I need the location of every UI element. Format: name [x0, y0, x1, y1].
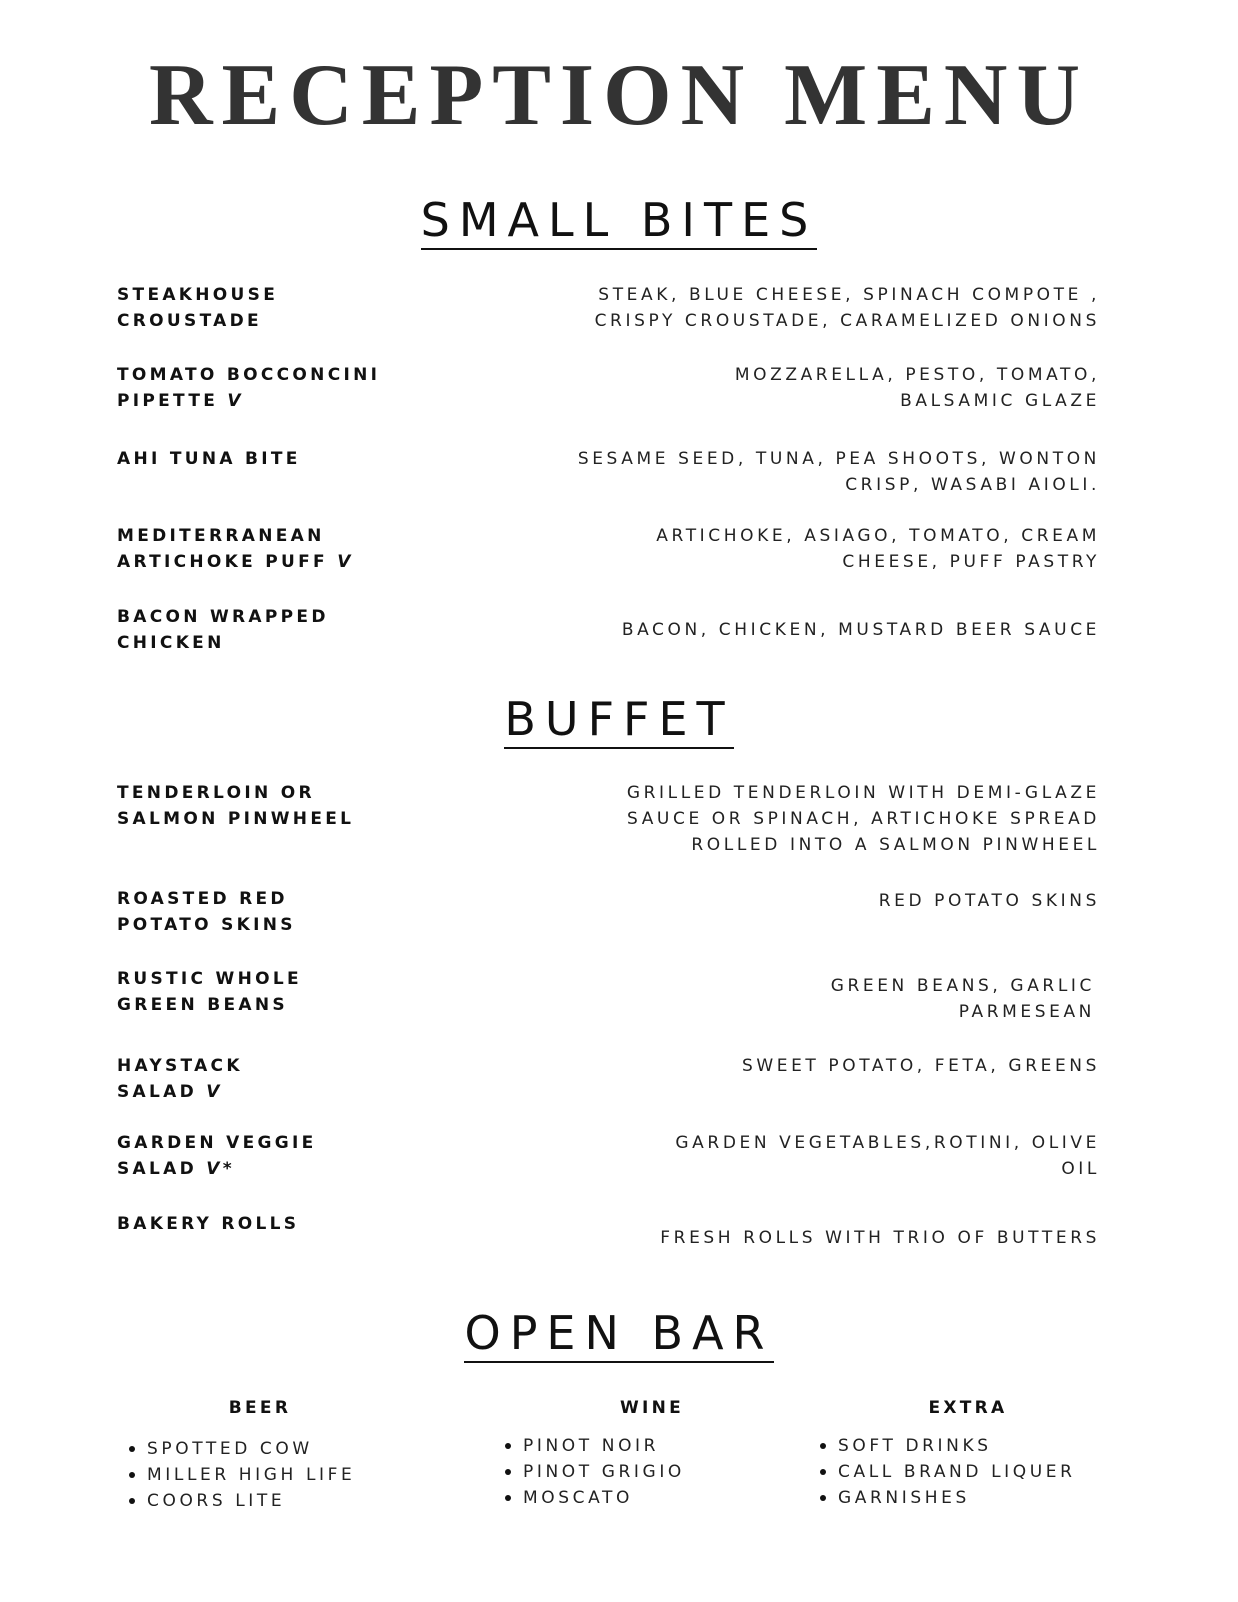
item-name-mediterranean-artichoke-puff	[117, 523, 437, 575]
bar-list-wine	[499, 1433, 685, 1511]
list-item: PINOT NOIR	[499, 1433, 685, 1459]
item-desc-line: RED POTATO SKINS	[878, 891, 1100, 911]
item-name-roasted-red-potato-skins	[117, 886, 437, 938]
item-name-text: PIPETTE	[117, 391, 219, 411]
item-desc-ahi-tuna-bite	[450, 446, 1100, 498]
vegetarian-mark: V*	[206, 1159, 235, 1179]
item-name-line: TOMATO BOCCONCINI	[117, 365, 381, 385]
item-name-bacon-wrapped-chicken	[117, 604, 437, 656]
item-name-line: GARDEN VEGGIE	[117, 1133, 317, 1153]
item-desc-line: BALSAMIC GLAZE	[900, 391, 1100, 411]
item-desc-line: GREEN BEANS, GARLIC	[830, 976, 1095, 996]
item-name-line: HAYSTACK	[117, 1056, 243, 1076]
list-item: SOFT DRINKS	[814, 1433, 1076, 1459]
item-name-ahi-tuna-bite	[117, 446, 437, 472]
bar-list-extra	[814, 1433, 1076, 1511]
item-name-tenderloin-salmon-pinwheel	[117, 780, 437, 832]
item-name-tomato-bocconcini-pipette	[117, 362, 437, 414]
item-name-line: MEDITERRANEAN	[117, 526, 325, 546]
item-name-line: RUSTIC WHOLE	[117, 969, 302, 989]
item-name-line: BAKERY ROLLS	[117, 1214, 300, 1234]
list-item: MILLER HIGH LIFE	[123, 1462, 355, 1488]
item-name-line	[117, 549, 437, 575]
item-name-line: CHICKEN	[117, 633, 225, 653]
item-name-line	[117, 388, 437, 414]
item-desc-line: GRILLED TENDERLOIN WITH DEMI-GLAZE	[626, 783, 1100, 803]
item-desc-bakery-rolls	[450, 1225, 1100, 1251]
list-item: COORS LITE	[123, 1488, 355, 1514]
item-name-haystack-salad	[117, 1053, 437, 1105]
item-name-steakhouse-croustade	[117, 282, 437, 334]
section-heading-small-bites	[0, 193, 1238, 247]
vegetarian-mark: V	[206, 1082, 223, 1102]
item-name-line: SALMON PINWHEEL	[117, 809, 355, 829]
list-item: SPOTTED COW	[123, 1436, 355, 1462]
item-desc-rustic-whole-green-beans	[445, 973, 1095, 1025]
list-item: PINOT GRIGIO	[499, 1459, 685, 1485]
item-desc-haystack-salad	[450, 1053, 1100, 1079]
bar-heading-beer: BEER	[228, 1398, 292, 1418]
vegetarian-mark: V	[337, 552, 354, 572]
item-desc-garden-veggie-salad	[450, 1130, 1100, 1182]
item-name-line: GREEN BEANS	[117, 995, 288, 1015]
item-desc-line: FRESH ROLLS WITH TRIO OF BUTTERS	[660, 1228, 1100, 1248]
item-desc-line: MOZZARELLA, PESTO, TOMATO,	[734, 365, 1100, 385]
list-item: MOSCATO	[499, 1485, 685, 1511]
item-name-line	[117, 1156, 437, 1182]
item-desc-tenderloin-salmon-pinwheel	[450, 780, 1100, 858]
item-name-text: SALAD	[117, 1159, 198, 1179]
item-desc-line: PARMESEAN	[958, 1002, 1095, 1022]
item-name-text: SALAD	[117, 1082, 198, 1102]
item-name-text: ARTICHOKE PUFF	[117, 552, 328, 572]
item-name-line: TENDERLOIN OR	[117, 783, 315, 803]
item-desc-line: SESAME SEED, TUNA, PEA SHOOTS, WONTON	[577, 449, 1100, 469]
item-desc-line: SWEET POTATO, FETA, GREENS	[741, 1056, 1100, 1076]
item-name-line: ROASTED RED	[117, 889, 288, 909]
item-name-line: STEAKHOUSE	[117, 285, 279, 305]
item-name-bakery-rolls	[117, 1211, 437, 1237]
bar-heading-wine: WINE	[619, 1398, 685, 1418]
item-desc-steakhouse-croustade	[450, 282, 1100, 334]
item-desc-line: ARTICHOKE, ASIAGO, TOMATO, CREAM	[656, 526, 1100, 546]
item-desc-roasted-red-potato-skins	[450, 888, 1100, 914]
item-desc-line: BACON, CHICKEN, MUSTARD BEER SAUCE	[621, 620, 1100, 640]
section-heading-buffet-text: BUFFET	[504, 692, 733, 749]
item-name-line: POTATO SKINS	[117, 915, 296, 935]
item-desc-line: CRISPY CROUSTADE, CARAMELIZED ONIONS	[594, 311, 1100, 331]
item-name-line: CROUSTADE	[117, 311, 262, 331]
section-heading-buffet	[0, 692, 1238, 746]
item-desc-line: OIL	[1061, 1159, 1100, 1179]
item-desc-tomato-bocconcini-pipette	[450, 362, 1100, 414]
section-heading-small-bites-text: SMALL BITES	[421, 193, 818, 250]
item-desc-bacon-wrapped-chicken	[450, 617, 1100, 643]
item-name-line	[117, 1079, 437, 1105]
item-name-garden-veggie-salad	[117, 1130, 437, 1182]
item-name-line: BACON WRAPPED	[117, 607, 329, 627]
list-item: GARNISHES	[814, 1485, 1076, 1511]
item-desc-mediterranean-artichoke-puff	[450, 523, 1100, 575]
item-desc-line: CHEESE, PUFF PASTRY	[842, 552, 1100, 572]
item-desc-line: ROLLED INTO A SALMON PINWHEEL	[691, 835, 1100, 855]
menu-title: RECEPTION MENU	[148, 47, 1090, 144]
bar-list-beer	[123, 1436, 355, 1514]
item-name-rustic-whole-green-beans	[117, 966, 437, 1018]
item-name-line: AHI TUNA BITE	[117, 449, 301, 469]
section-heading-open-bar-text: OPEN BAR	[464, 1306, 773, 1363]
list-item: CALL BRAND LIQUER	[814, 1459, 1076, 1485]
item-desc-line: STEAK, BLUE CHEESE, SPINACH COMPOTE ,	[598, 285, 1100, 305]
item-desc-line: SAUCE OR SPINACH, ARTICHOKE SPREAD	[627, 809, 1100, 829]
vegetarian-mark: V	[227, 391, 244, 411]
section-heading-open-bar	[0, 1306, 1238, 1360]
item-desc-line: CRISP, WASABI AIOLI.	[845, 475, 1100, 495]
bar-heading-extra: EXTRA	[928, 1398, 1008, 1418]
item-desc-line: GARDEN VEGETABLES,ROTINI, OLIVE	[675, 1133, 1100, 1153]
